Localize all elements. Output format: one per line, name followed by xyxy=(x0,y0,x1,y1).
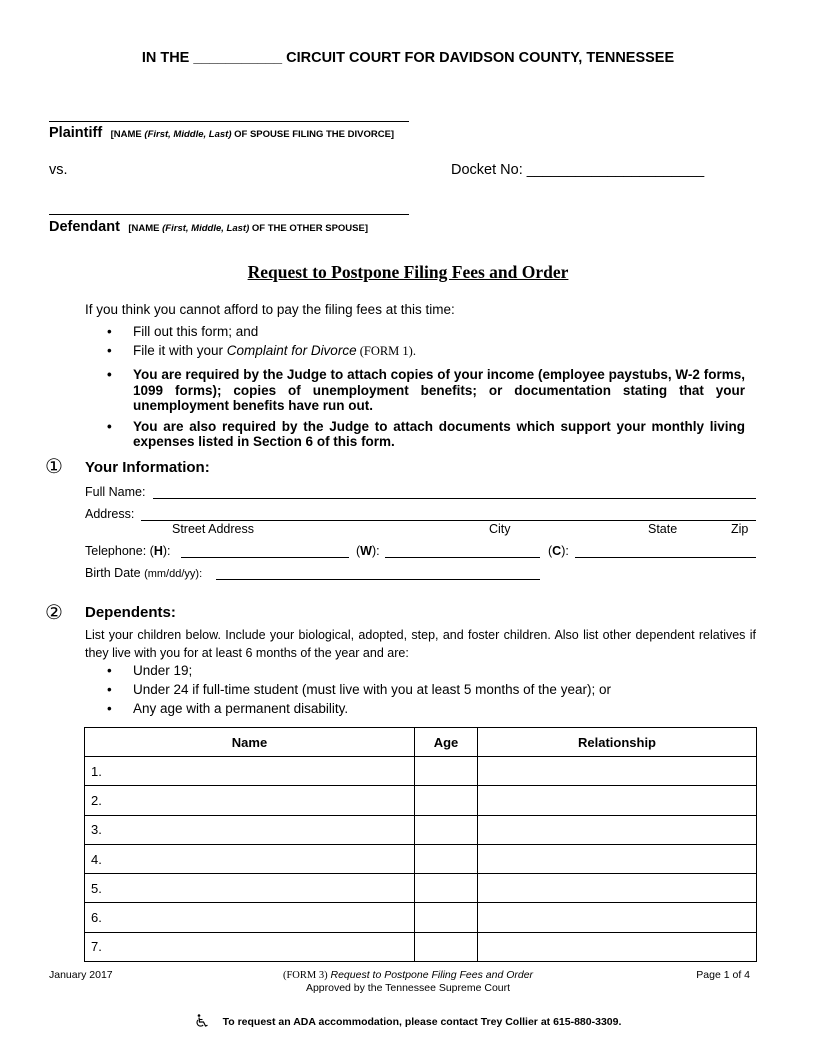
telephone-home-field[interactable] xyxy=(181,544,349,558)
relationship-column-header: Relationship xyxy=(478,728,757,757)
table-row xyxy=(85,903,757,932)
defendant-note: [NAME (First, Middle, Last) OF THE OTHER SPOUSE] xyxy=(128,223,368,234)
docket-number-field[interactable]: Docket No: ______________________ xyxy=(451,162,705,178)
telephone-work-label: (W): xyxy=(356,544,380,558)
table-row xyxy=(85,844,757,873)
plaintiff-name-line[interactable] xyxy=(49,121,409,122)
table-row xyxy=(85,932,757,961)
telephone-cell-field[interactable] xyxy=(575,544,756,558)
list-item: • Any age with a permanent disability. xyxy=(107,701,349,716)
list-item: • Under 24 if full-time student (must live with you at least 5 months of the year); or xyxy=(107,682,611,697)
name-cell[interactable]: 4. xyxy=(85,844,415,873)
intro-text: If you think you cannot afford to pay the filing fees at this time: xyxy=(85,302,455,317)
ada-notice: To request an ADA accommodation, please contact Trey Collier at 615-880-3309. xyxy=(0,1014,816,1028)
section-two-title: Dependents: xyxy=(85,604,176,621)
age-cell[interactable] xyxy=(415,874,478,903)
name-cell[interactable]: 1. xyxy=(85,757,415,786)
zip-label: Zip xyxy=(731,522,749,536)
name-cell[interactable]: 3. xyxy=(85,815,415,844)
footer-form-title: (FORM 3) Request to Postpone Filing Fees and Order xyxy=(282,969,534,981)
table-row xyxy=(85,786,757,815)
name-cell[interactable]: 2. xyxy=(85,786,415,815)
address-field[interactable] xyxy=(141,507,756,521)
defendant-label: Defendant xyxy=(49,219,120,235)
name-cell[interactable]: 5. xyxy=(85,874,415,903)
list-item: • Fill out this form; and xyxy=(107,324,259,339)
street-address-label: Street Address xyxy=(172,522,254,536)
age-cell[interactable] xyxy=(415,844,478,873)
list-item: • File it with your Complaint for Divorce (FORM 1). xyxy=(107,343,416,358)
name-column-header: Name xyxy=(85,728,415,757)
birth-date-field[interactable] xyxy=(216,566,540,580)
age-cell[interactable] xyxy=(415,786,478,815)
list-item: • Under 19; xyxy=(107,663,193,678)
table-row xyxy=(85,757,757,786)
footer-date: January 2017 xyxy=(49,969,113,981)
state-label: State xyxy=(648,522,678,536)
table-row xyxy=(85,874,757,903)
table-row xyxy=(85,815,757,844)
defendant-caption xyxy=(49,218,368,236)
relationship-cell[interactable] xyxy=(478,903,757,932)
relationship-cell[interactable] xyxy=(478,757,757,786)
age-cell[interactable] xyxy=(415,757,478,786)
city-label: City xyxy=(489,522,511,536)
relationship-cell[interactable] xyxy=(478,786,757,815)
section-two-number: ② xyxy=(45,600,63,624)
telephone-home-label: Telephone: (H): xyxy=(85,544,171,558)
name-cell[interactable]: 7. xyxy=(85,932,415,961)
list-item: • You are required by the Judge to attach copies of your income (employee paystubs, W-2 forms, 1099 forms); copies of unemployment benefits; or documentation stating that your unemployment benefits have run out. xyxy=(107,367,745,413)
wheelchair-icon xyxy=(195,1014,209,1028)
full-name-field[interactable] xyxy=(153,485,756,499)
plaintiff-caption xyxy=(49,124,394,142)
defendant-name-line[interactable] xyxy=(49,214,409,215)
age-cell[interactable] xyxy=(415,932,478,961)
versus-text: vs. xyxy=(49,162,68,178)
relationship-cell[interactable] xyxy=(478,815,757,844)
dependents-criteria-list xyxy=(85,661,745,718)
name-cell[interactable]: 6. xyxy=(85,903,415,932)
telephone-cell-label: (C): xyxy=(548,544,569,558)
footer-page-number: Page 1 of 4 xyxy=(696,969,750,981)
court-title: IN THE ___________ CIRCUIT COURT FOR DAVIDSON COUNTY, TENNESSEE xyxy=(141,50,675,66)
footer-approval: Approved by the Tennessee Supreme Court xyxy=(305,982,511,994)
dependents-table xyxy=(84,727,757,962)
plaintiff-note: [NAME (First, Middle, Last) OF SPOUSE FILING THE DIVORCE] xyxy=(110,129,395,140)
age-cell[interactable] xyxy=(415,815,478,844)
birth-date-label: Birth Date (mm/dd/yy): xyxy=(85,566,203,580)
relationship-cell[interactable] xyxy=(478,932,757,961)
relationship-cell[interactable] xyxy=(478,874,757,903)
section-one-title: Your Information: xyxy=(85,459,210,476)
age-cell[interactable] xyxy=(415,903,478,932)
relationship-cell[interactable] xyxy=(478,844,757,873)
section-one-number: ① xyxy=(45,454,63,478)
plaintiff-label: Plaintiff xyxy=(49,125,103,141)
dependents-instructions: List your children below. Include your biological, adopted, step, and foster children. Also list other dependent relatives if they live with you for at least 6 months of the year and are: xyxy=(85,628,756,660)
form-title: Request to Postpone Filing Fees and Order xyxy=(247,262,569,282)
full-name-label: Full Name: xyxy=(85,485,146,499)
telephone-work-field[interactable] xyxy=(385,544,540,558)
age-column-header: Age xyxy=(415,728,478,757)
intro-list xyxy=(85,324,745,363)
address-label: Address: xyxy=(85,507,135,521)
list-item: • You are also required by the Judge to attach documents which support your monthly living expenses listed in Section 6 of this form. xyxy=(107,418,745,449)
requirements-list xyxy=(85,367,745,450)
